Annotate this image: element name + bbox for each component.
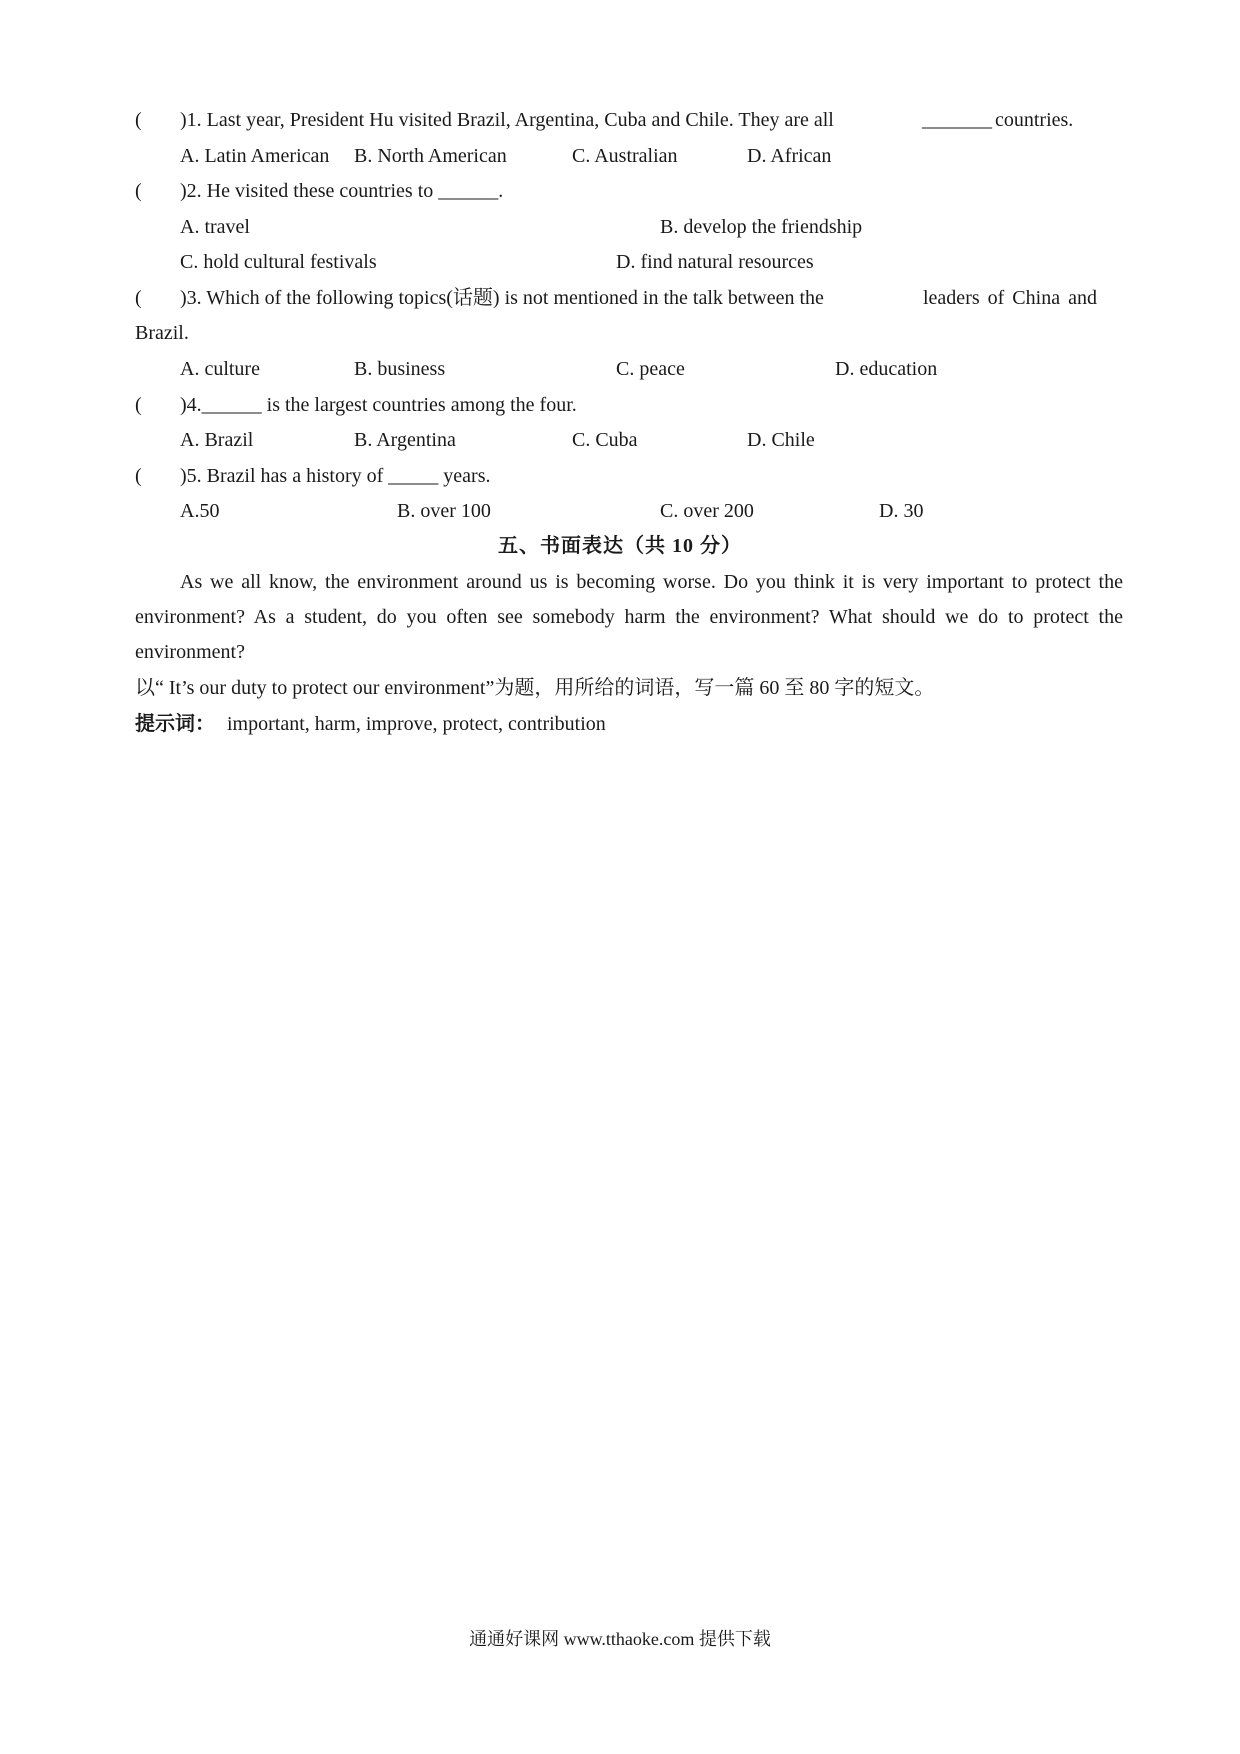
answer-paren: ( <box>135 394 142 416</box>
option-b: B. over 100 <box>397 500 491 522</box>
option-b: B. Argentina <box>354 429 456 451</box>
option-a: A. travel <box>180 216 250 238</box>
hint-label: 提示词： <box>135 713 215 735</box>
question-text: )5. Brazil has a history of _____ years. <box>180 465 491 487</box>
option-d: D. 30 <box>879 500 924 522</box>
question-4 <box>135 390 577 420</box>
option-a: A. Latin American <box>180 145 330 167</box>
question-text: )3. Which of the following topics(话题) is not mentioned in the talk between the <box>180 287 824 309</box>
hint-row <box>135 709 606 739</box>
question-1-tail: countries. <box>995 109 1074 131</box>
question-text: )1. Last year, President Hu visited Brazil, Argentina, Cuba and Chile. They are all <box>180 109 834 131</box>
question-2 <box>135 176 503 206</box>
option-c: C. hold cultural festivals <box>180 251 377 273</box>
option-a: A. culture <box>180 358 260 380</box>
answer-paren: ( <box>135 287 142 309</box>
answer-paren: ( <box>135 180 142 202</box>
answer-paren: ( <box>135 465 142 487</box>
option-b: B. business <box>354 358 446 380</box>
question-1-blank: _______ <box>922 109 992 131</box>
answer-paren: ( <box>135 109 142 131</box>
option-d: D. find natural resources <box>616 251 814 273</box>
option-d: D. education <box>835 358 938 380</box>
option-a: A. Brazil <box>180 429 254 451</box>
option-b: B. develop the friendship <box>660 216 863 238</box>
question-5 <box>135 461 490 491</box>
option-c: C. over 200 <box>660 500 754 522</box>
option-c: C. Australian <box>572 145 678 167</box>
section-heading: 五、书面表达（共 10 分） <box>498 535 742 557</box>
writing-instruction: 以“ It’s our duty to protect our environment”为题，用所给的词语，写一篇 60 至 80 字的短文。 <box>135 677 935 699</box>
option-a: A.50 <box>180 500 220 522</box>
question-1 <box>135 105 834 135</box>
option-d: D. Chile <box>747 429 815 451</box>
option-c: C. Cuba <box>572 429 638 451</box>
option-c: C. peace <box>616 358 685 380</box>
question-text: )2. He visited these countries to ______. <box>180 180 504 202</box>
footer-source: 通通好课网 www.tthaoke.com 提供下载 <box>469 1629 771 1649</box>
hint-words: important, harm, improve, protect, contribution <box>227 713 606 735</box>
writing-prompt: As we all know, the environment around us is becoming worse. Do you think it is very important to protect the environment? As a student, do you often see somebody harm the environment? What should we do to protect the environment? <box>135 571 1123 663</box>
option-d: D. African <box>747 145 832 167</box>
question-3-text-end: leaders of China and <box>923 287 1097 309</box>
question-3-continuation: Brazil. <box>135 322 189 344</box>
option-b: B. North American <box>354 145 507 167</box>
question-3 <box>135 283 824 313</box>
question-text: )4.______ is the largest countries among the four. <box>180 394 577 416</box>
